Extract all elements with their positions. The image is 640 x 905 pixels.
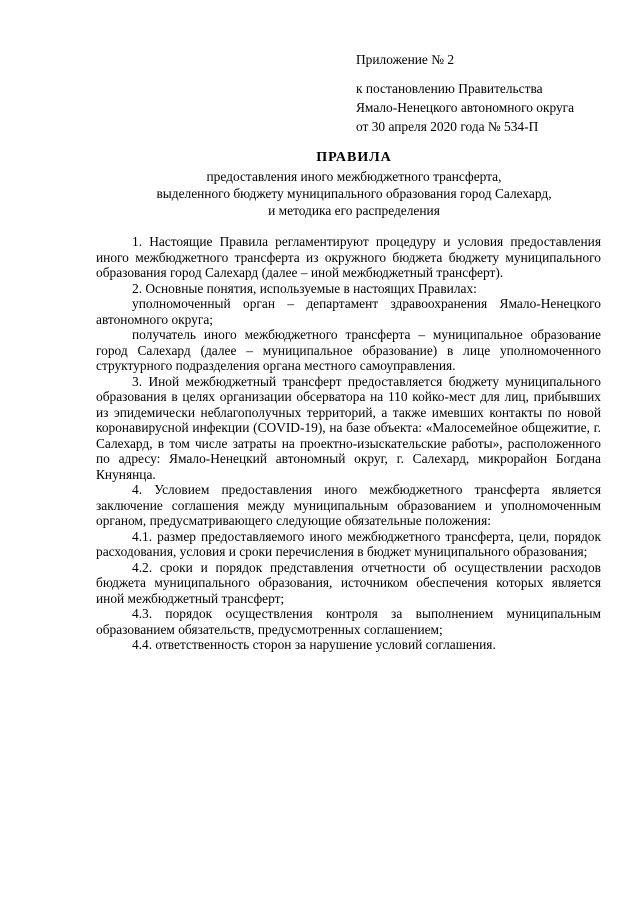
subtitle-line-2: выделенного бюджету муниципального образования город Салехард,	[156, 186, 552, 201]
paragraph-5: 3. Иной межбюджетный трансферт предоставляется бюджету муниципального образования в целях организации обсерватора на 110 койко-мест для лиц, прибывших из эпидемически неблагополучных территорий, а также имевших контакты по новой коронавирусной инфекции (COVID-19), на базе объекта: «Малосемейное общежитие, г. Салехард, в том числе затраты на проектно-изыскательские работы», расположенного по адресу: Ямало-Ненецкий автономный округ, г. Салехард, микрорайон Богдана Кнунянца.	[96, 373, 601, 482]
paragraph-10: 4.4. ответственность сторон за нарушение условий соглашения.	[132, 637, 496, 652]
subtitle-line-3: и методика его распределения	[268, 203, 440, 218]
subtitle-line-1: предоставления иного межбюджетного трансферта,	[206, 169, 502, 184]
document-subtitle	[0, 168, 640, 219]
appendix-header	[356, 50, 574, 136]
paragraph-7: 4.1. размер предоставляемого иного межбюджетного трансферта, цели, порядок расходования, условия и сроки перечисления в бюджет муниципального образования;	[96, 528, 601, 559]
document-body	[96, 234, 601, 653]
paragraph-9: 4.3. порядок осуществления контроля за выполнением муниципальным образованием обязательств, предусмотренных соглашением;	[96, 606, 601, 637]
appendix-region: Ямало-Ненецкого автономного округа	[356, 100, 575, 115]
appendix-date: от 30 апреля 2020 года № 534-П	[356, 119, 539, 134]
paragraph-1: 1. Настоящие Правила регламентируют процедуру и условия предоставления иного межбюджетного трансферта из окружного бюджета бюджету муниципального образования город Салехард (далее – иной межбюджетный трансферт).	[96, 234, 601, 280]
document-title: ПРАВИЛА	[316, 150, 392, 165]
paragraph-2: 2. Основные понятия, используемые в настоящих Правилах:	[132, 280, 477, 296]
paragraph-8: 4.2. сроки и порядок представления отчетности об осуществлении расходов бюджета муниципального образования, источником обеспечения которых является иной межбюджетный трансферт;	[96, 559, 601, 606]
paragraph-6: 4. Условием предоставления иного межбюджетного трансферта является заключение соглашения между муниципальным образованием и уполномоченным органом, предусматривающего следующие обязательные положения:	[96, 482, 601, 528]
appendix-resolution-ref: к постановлению Правительства	[356, 81, 543, 96]
appendix-number: Приложение № 2	[356, 52, 455, 67]
paragraph-4: получатель иного межбюджетного трансферта – муниципальное образование город Салехард (далее – муниципальное образование) в лице уполномоченного структурного подразделения органа местного самоуправления.	[96, 327, 601, 373]
paragraph-3: уполномоченный орган – департамент здравоохранения Ямало-Ненецкого автономного округа;	[96, 296, 601, 327]
